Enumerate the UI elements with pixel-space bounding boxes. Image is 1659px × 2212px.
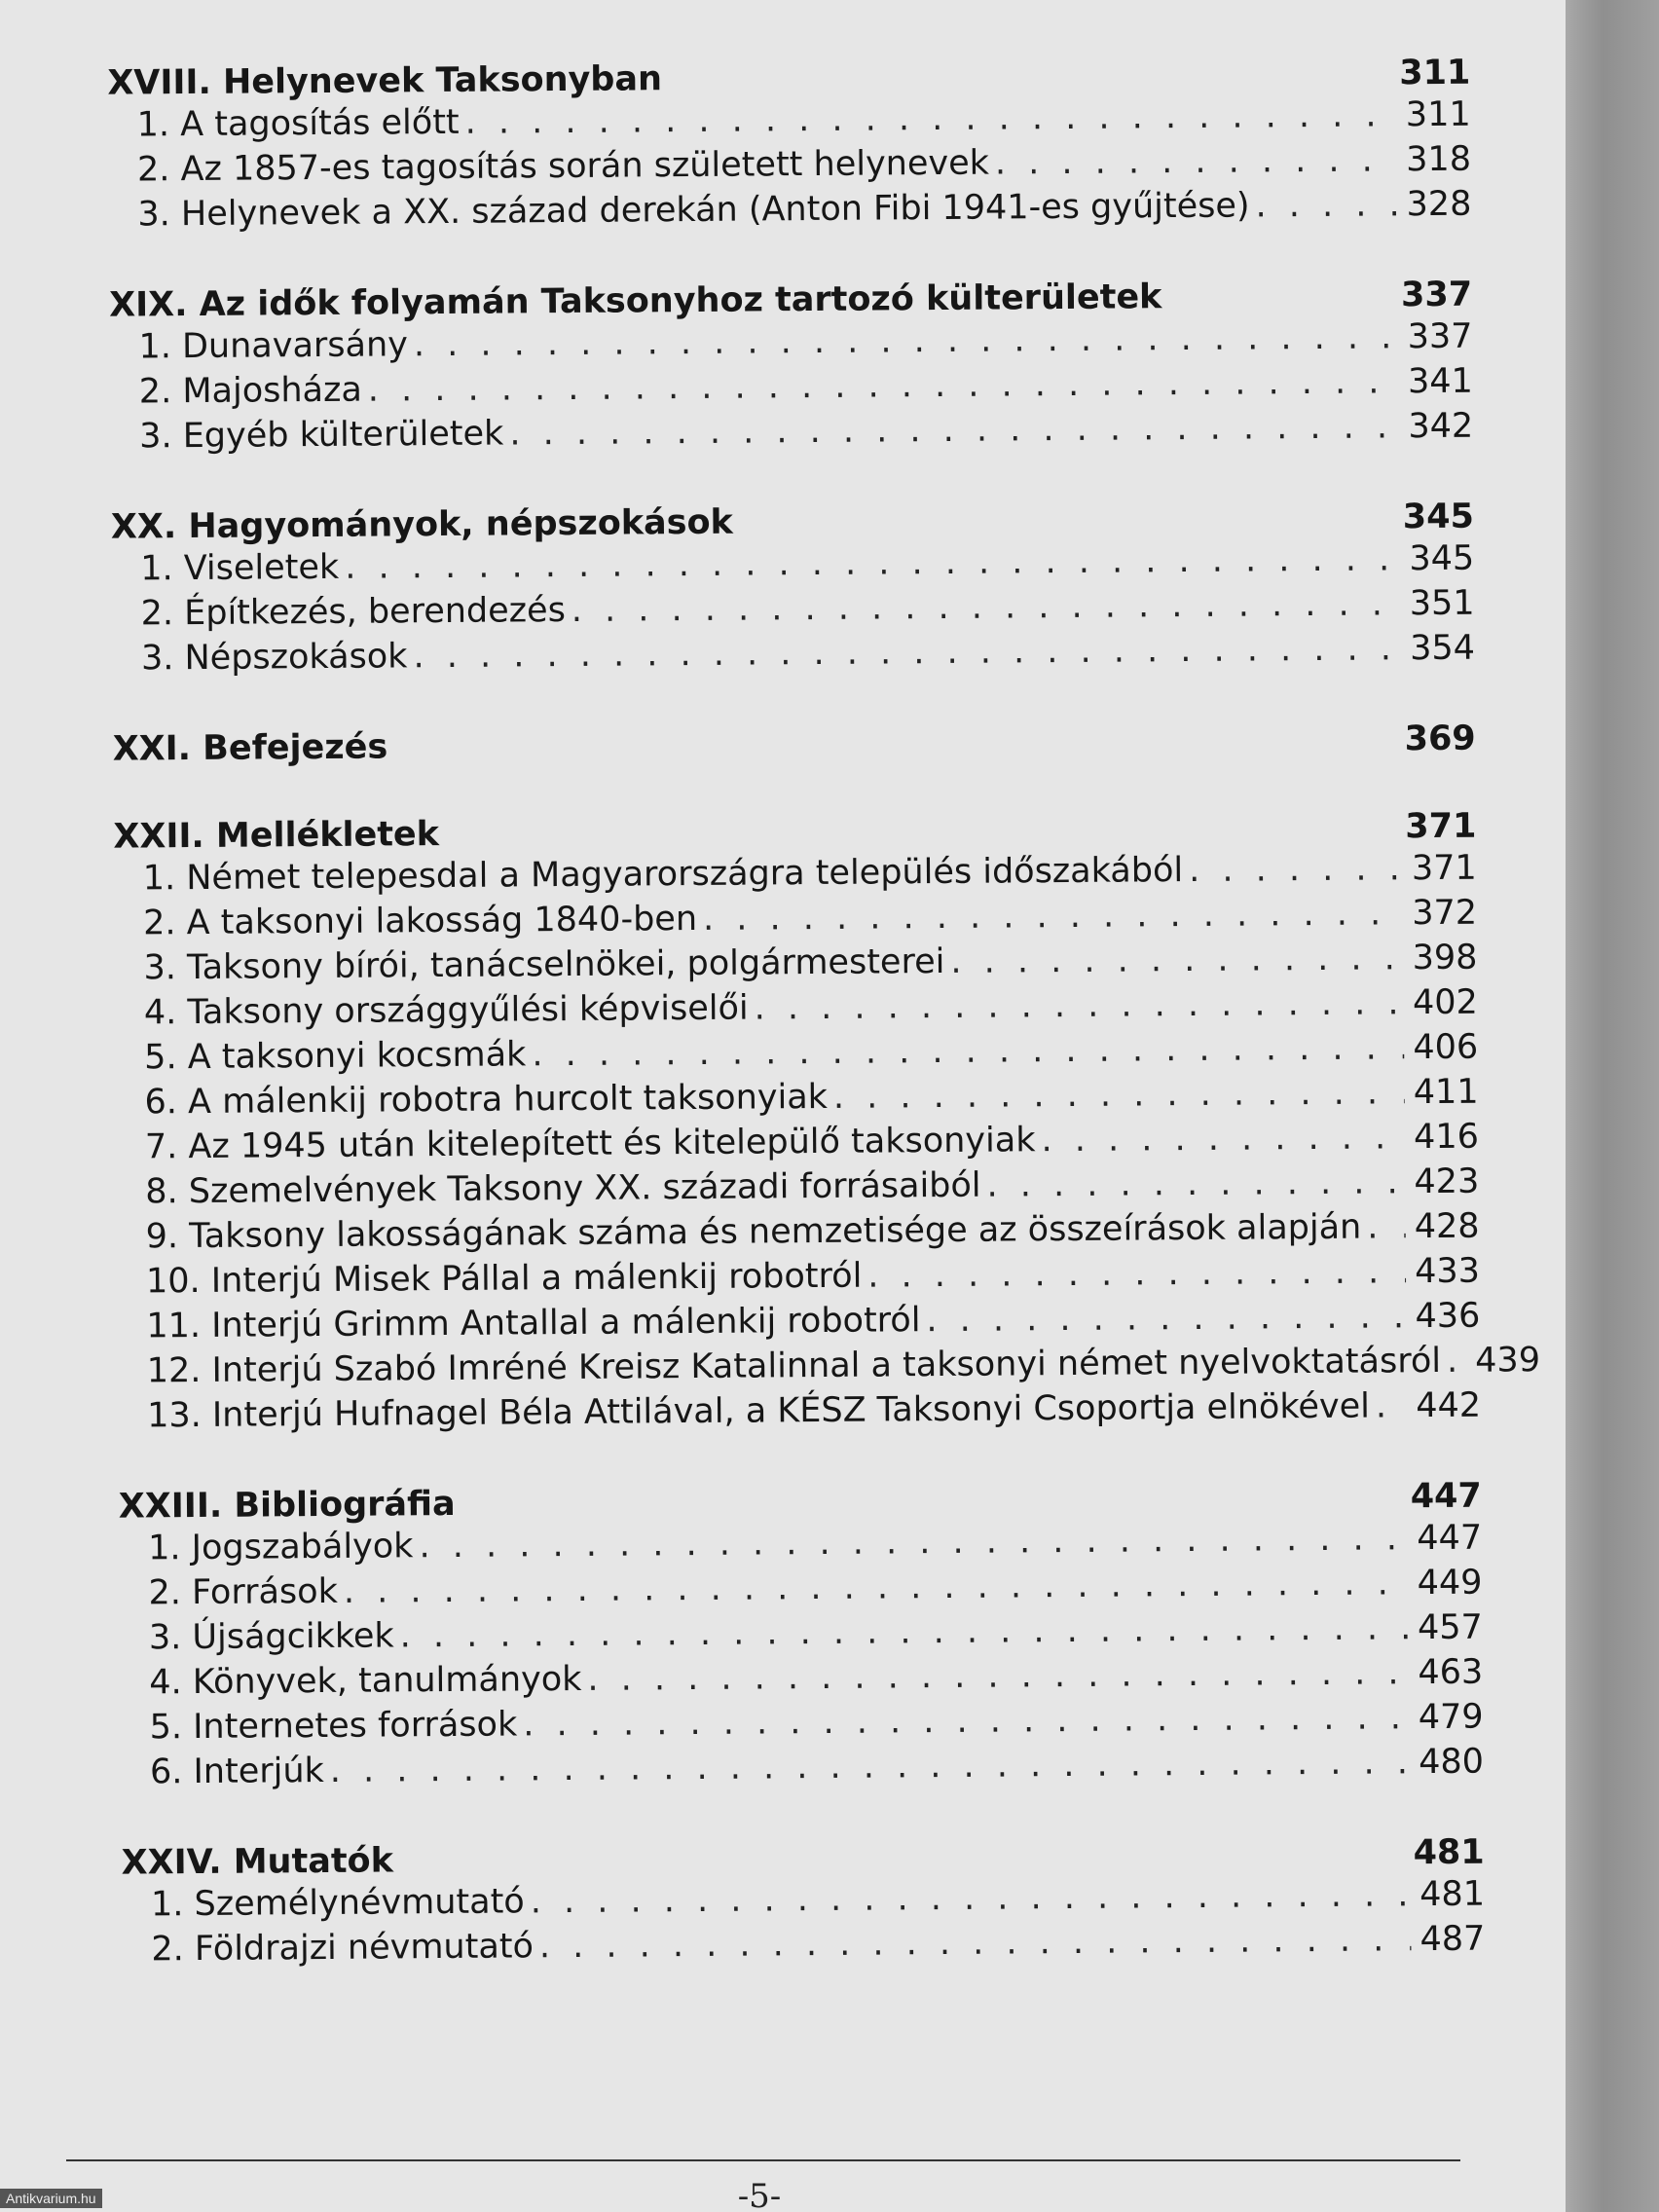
entry-label: 11. Interjú Grimm Antallal a málenkij robotról [146,1301,921,1346]
entry-page-number: 457 [1417,1607,1484,1648]
entry-label: 5. A taksonyi kocsmák [144,1035,527,1078]
page-edge-shadow [1566,0,1659,2212]
dot-leader [833,1070,1405,1120]
dot-leader [1041,1115,1405,1162]
entry-label: 1. Jogszabályok [148,1527,414,1568]
dot-leader [532,1025,1404,1077]
entry-page-number: 447 [1417,1518,1483,1559]
entry-label: 13. Interjú Hufnagel Béla Attilával, a KÉSZ Taksonyi Csoportja elnökével [146,1386,1371,1436]
entry-page-number: 328 [1406,184,1472,225]
entry-label: 3. Egyéb külterületek [139,414,504,457]
entry-page-number: 480 [1418,1742,1485,1783]
entry-page-number: 481 [1419,1874,1486,1915]
watermark: Antikvarium.hu [0,2189,102,2208]
toc-section [68,28,1472,238]
dot-leader [539,1917,1412,1969]
table-of-contents [68,28,1541,1996]
entry-label: 2. Majosháza [138,370,362,412]
entry-page-number: 341 [1407,361,1473,402]
dot-leader [414,314,1399,367]
entry-page-number: 402 [1412,982,1478,1023]
bottom-rule [66,2159,1460,2161]
section-page-number: 447 [1410,1476,1482,1517]
section-title: XVIII. Helynevek Taksonyban [107,59,663,103]
entry-page-number: 337 [1407,316,1473,357]
entry-page-number: 442 [1416,1385,1482,1426]
dot-leader [509,404,1399,456]
entry-label: 3. Helynevek a XX. század derekán (Anton Fibi 1941-es gyűjtése) [137,186,1250,235]
entry-label: 10. Interjú Misek Pállal a málenkij robotról [145,1256,863,1302]
entry-page-number: 345 [1409,538,1475,579]
toc-section [79,1452,1484,1795]
dot-leader [950,936,1403,984]
entry-page-number: 406 [1413,1027,1479,1068]
entry-label: 2. A taksonyi lakosság 1840-ben [142,899,698,943]
entry-label: 1. Német telepesdal a Magyarországra település időszakából [142,851,1184,899]
section-page-number: 311 [1399,53,1471,93]
entry-label: 5. Internetes források [149,1705,518,1748]
entry-label: 2. Földrajzi névmutató [151,1927,535,1970]
section-page-number: 345 [1402,497,1475,537]
dot-leader [523,1695,1410,1747]
section-page-number: 371 [1405,806,1477,847]
entry-label: 1. A tagosítás előtt [136,102,460,145]
section-title: XXII. Mellékletek [113,815,440,857]
entry-label: 6. Interjúk [149,1751,324,1792]
entry-label: 7. Az 1945 után kitelepített és kitelepülő taksonyiak [144,1121,1036,1167]
entry-page-number: 479 [1418,1697,1484,1738]
entry-page-number: 416 [1413,1117,1480,1158]
section-page-number: 337 [1400,275,1473,315]
page-number: -5- [737,2177,782,2212]
dot-leader [703,891,1403,941]
dot-leader [1376,1383,1408,1428]
dot-leader [465,92,1397,145]
entry-page-number: 449 [1417,1563,1483,1604]
entry-label: 12. Interjú Szabó Imréné Kreisz Katalinnal a taksonyi német nyelvoktatásról [146,1341,1442,1391]
section-title: XXIV. Mutatók [121,1841,394,1883]
section-title: XXI. Befejezés [112,727,388,769]
toc-section [70,250,1474,460]
entry-label: 9. Taksony lakosságának száma és nemzetisége az összeírások alapján [145,1207,1362,1257]
entry-page-number: 433 [1415,1251,1481,1292]
dot-leader [1367,1204,1406,1249]
entry-page-number: 351 [1409,583,1475,624]
entry-label: 6. A málenkij robotra hurcolt taksonyiak [144,1077,829,1123]
entry-page-number: 342 [1408,406,1474,447]
section-heading [68,28,1470,103]
section-title: XX. Hagyományok, népszokások [110,502,733,547]
entry-page-number: 411 [1413,1072,1479,1113]
entry-label: 1. Dunavarsány [138,325,409,367]
entry-label: 3. Népszokások [140,637,408,679]
dot-leader [1189,846,1403,893]
entry-label: 1. Személynévmutató [150,1882,525,1925]
entry-label: 1. Viseletek [140,547,340,589]
section-heading [70,250,1472,325]
entry-label: 3. Taksony bírói, tanácselnökei, polgármesterei [143,941,945,988]
dot-leader [330,1740,1410,1793]
dot-leader [867,1249,1406,1298]
dot-leader [1255,182,1397,228]
entry-page-number: 423 [1414,1161,1480,1202]
section-heading [73,694,1475,769]
section-page-number: 369 [1404,719,1476,759]
dot-leader [1447,1339,1466,1383]
entry-page-number: 311 [1405,94,1471,135]
entry-page-number: 487 [1419,1919,1486,1960]
section-title: XIX. Az idők folyamán Taksonyhoz tartozó külterületek [108,277,1162,325]
entry-page-number: 318 [1406,139,1472,180]
dot-leader [995,137,1397,185]
toc-section [82,1808,1485,1972]
entry-page-number: 354 [1409,628,1476,669]
section-title: XXIII. Bibliográfia [118,1484,456,1527]
dot-leader [571,581,1401,633]
dot-leader [413,626,1401,679]
section-heading [82,1808,1484,1883]
section-heading [79,1452,1481,1527]
dot-leader [531,1872,1412,1924]
dot-leader [419,1516,1408,1568]
dot-leader [986,1160,1405,1207]
entry-page-number: 371 [1411,848,1477,889]
dot-leader [400,1605,1410,1658]
entry-page-number: 398 [1412,938,1478,978]
entry-page-number: 439 [1475,1341,1541,1381]
entry-label: 3. Újságcikkek [148,1616,394,1658]
entry-label: 4. Könyvek, tanulmányok [149,1659,582,1703]
entry-page-number: 463 [1418,1652,1484,1693]
entry-page-number: 372 [1412,893,1478,934]
toc-section [73,694,1475,769]
entry-label: 4. Taksony országgyűlési képviselői [143,988,749,1033]
entry-label: 8. Szemelvények Taksony XX. századi forrásaiból [145,1165,981,1212]
toc-section [74,782,1541,1439]
dot-leader [368,359,1399,412]
entry-label: 2. Források [148,1571,339,1613]
entry-label: 2. Az 1857-es tagosítás során született helynevek [136,143,990,190]
dot-leader [926,1294,1406,1343]
section-page-number: 481 [1413,1832,1485,1873]
entry-label: 2. Építkezés, berendezés [140,591,567,634]
toc-section [72,472,1476,682]
section-heading [74,782,1476,857]
dot-leader [587,1650,1409,1702]
dot-leader [755,980,1404,1030]
section-heading [72,472,1474,547]
entry-page-number: 436 [1415,1296,1481,1337]
entry-page-number: 428 [1414,1206,1480,1247]
